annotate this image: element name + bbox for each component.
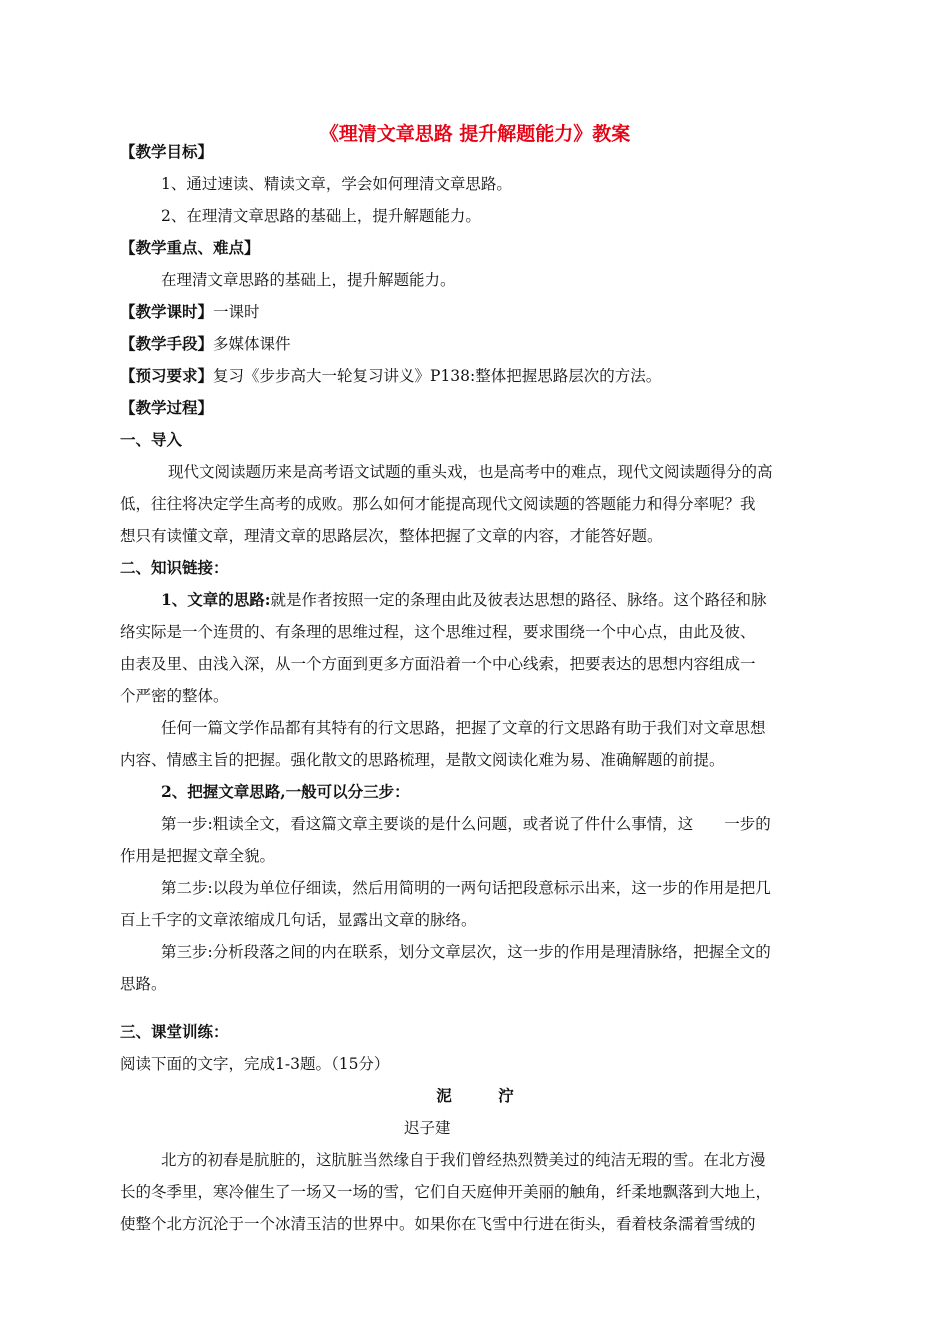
knowledge-1-line: 由表及里、由浅入深，从一个方面到更多方面沿着一个中心线索，把要表达的思想内容组成一	[120, 655, 756, 673]
step-1-line: 作用是把握文章全貌。	[120, 847, 276, 865]
step-3-line: 第三步:分析段落之间的内在联系，划分文章层次，这一步的作用是理清脉络，把握全文的	[161, 943, 771, 961]
hours-text: 一课时	[213, 303, 260, 321]
article-line: 北方的初春是肮脏的，这肮脏当然缘自于我们曾经热烈赞美过的纯洁无瑕的雪。在北方漫	[161, 1151, 766, 1169]
document-title: 《理清文章思路 提升解题能力》教案	[319, 123, 631, 145]
knowledge-1-label: 1、文章的思路:	[161, 590, 271, 609]
objective-1: 1、通过速读、精读文章，学会如何理清文章思路。	[161, 175, 512, 193]
article-line: 长的冬季里，寒冷催生了一场又一场的雪，它们自天庭伸开美丽的触角，纤柔地飘落到大地上，	[120, 1183, 772, 1201]
training-heading: 三、课堂训练：	[120, 1022, 229, 1041]
focus-text: 在理清文章思路的基础上，提升解题能力。	[161, 271, 456, 289]
means-text: 多媒体课件	[213, 335, 291, 353]
knowledge-1b-line: 内容、情感主旨的把握。强化散文的思路梳理，是散文阅读化难为易、准确解题的前提。	[120, 751, 725, 769]
article-line: 使整个北方沉沦于一个冰清玉洁的世界中。如果你在飞雪中行进在街头，看着枝条濡着雪绒的	[120, 1215, 756, 1233]
objective-2: 2、在理清文章思路的基础上，提升解题能力。	[161, 207, 481, 225]
means-heading: 【教学手段】	[120, 334, 214, 353]
article-title: 泥 泞	[436, 1086, 514, 1105]
knowledge-1-line: 络实际是一个连贯的、有条理的思维过程，这个思维过程，要求围绕一个中心点，由此及彼、	[120, 623, 756, 641]
preview-text: 复习《步步高大一轮复习讲义》P138:整体把握思路层次的方法。	[213, 367, 662, 385]
step-1-line: 第一步:粗读全文，看这篇文章主要谈的是什么问题，或者说了件什么事情，这 一步的	[161, 815, 771, 833]
knowledge-1-text: 就是作者按照一定的条理由此及彼表达思想的路径、脉络。这个路径和脉	[270, 591, 767, 609]
link-heading: 二、知识链接：	[120, 558, 229, 577]
intro-paragraph-line: 现代文阅读题历来是高考语文试题的重头戏，也是高考中的难点，现代文阅读题得分的高	[168, 463, 773, 481]
intro-paragraph-line: 想只有读懂文章，理清文章的思路层次，整体把握了文章的内容，才能答好题。	[120, 527, 663, 545]
step-2-line: 百上千字的文章浓缩成几句话，显露出文章的脉络。	[120, 911, 477, 929]
intro-paragraph-line: 低，往往将决定学生高考的成败。那么如何才能提高现代文阅读题的答题能力和得分率呢？我	[120, 495, 756, 513]
process-heading: 【教学过程】	[120, 398, 214, 417]
training-instructions: 阅读下面的文字，完成1-3题。（15分）	[120, 1055, 390, 1073]
preview-heading: 【预习要求】	[120, 366, 214, 385]
hours-heading: 【教学课时】	[120, 302, 214, 321]
knowledge-1b-line: 任何一篇文学作品都有其特有的行文思路，把握了文章的行文思路有助于我们对文章思想	[161, 719, 766, 737]
preview-row	[120, 366, 661, 386]
step-3-line: 思路。	[120, 975, 167, 993]
knowledge-1-row	[161, 590, 767, 610]
focus-heading: 【教学重点、难点】	[120, 238, 260, 257]
knowledge-2-heading: 2、把握文章思路,一般可以分三步：	[161, 782, 410, 801]
article-author: 迟子建	[404, 1119, 451, 1137]
hours-row	[120, 302, 260, 322]
means-row	[120, 334, 291, 354]
intro-heading: 一、导入	[120, 430, 183, 449]
knowledge-1-line: 个严密的整体。	[120, 687, 229, 705]
objectives-heading: 【教学目标】	[120, 142, 214, 161]
step-2-line: 第二步:以段为单位仔细读，然后用简明的一两句话把段意标示出来，这一步的作用是把几	[161, 879, 771, 897]
